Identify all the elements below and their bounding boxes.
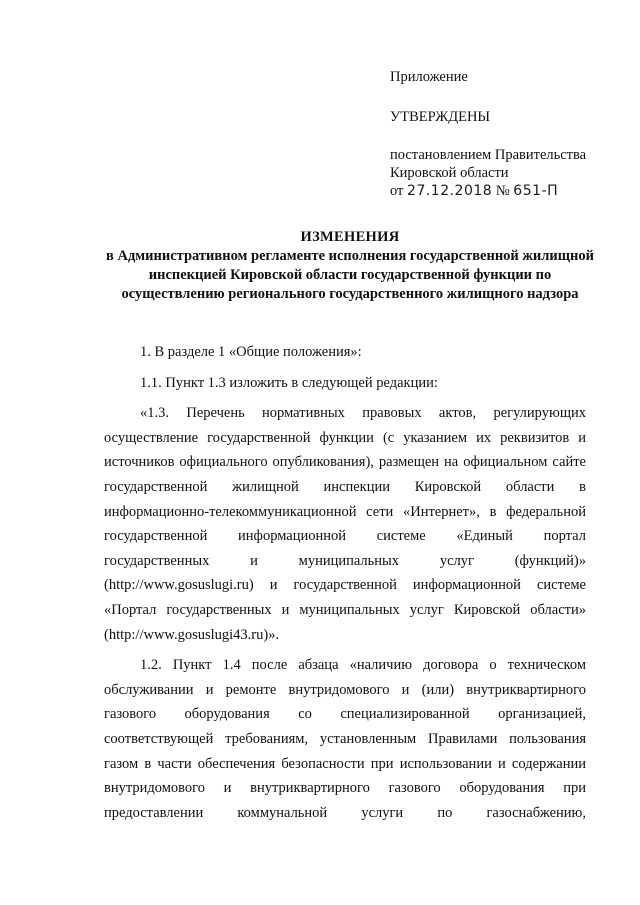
decree-line-1: постановлением Правительства xyxy=(390,147,587,163)
paragraph-4: 1.2. Пункт 1.4 после абзаца «наличию договора о техническом обслуживании и ремонте внутридомового и (или) внутриквартирного газового оборудования со специализированной организацией, соответствующей требованиям, установленным Правилами пользования газом в части обеспечения безопасности при использовании и содержании внутридомового и внутриквартирного газового оборудования при предоставлении коммунальной услуги по газоснабжению, xyxy=(104,657,586,821)
number-sign: № xyxy=(495,183,510,199)
decree-date-line xyxy=(390,182,630,200)
decree-line-2: Кировской области xyxy=(390,165,509,181)
handwritten-number: 651-П xyxy=(513,183,559,199)
approved-label: УТВЕРЖДЕНЫ xyxy=(390,109,491,125)
date-prefix: от xyxy=(390,183,404,199)
paragraph-2: 1.1. Пункт 1.3 изложить в следующей редакции: xyxy=(140,374,438,391)
annex-label: Приложение xyxy=(390,69,468,85)
paragraph-1: 1. В разделе 1 «Общие положения»: xyxy=(140,344,362,360)
handwritten-date: 27.12.2018 xyxy=(407,183,493,199)
title-heading: ИЗМЕНЕНИЯ xyxy=(300,229,400,245)
title-subtitle: в Административном регламенте исполнения государственной жилищной инспекцией Кировской области государственной функции по осуществлению регионального государственного жилищного надзора xyxy=(106,248,594,302)
paragraph-3: «1.3. Перечень нормативных правовых актов, регулирующих осуществление государственной функции (с указанием их реквизитов и источников официального опубликования), размещен на официальном сайте государственной жилищной инспекции Кировской области в информационно-телекоммуникационной сети «Интернет», в федеральной государственной информационной системе «Единый портал государственных и муниципальных услуг (функций)» (http://www.gosuslugi.ru) и государственной информационной системе «Портал государственных и муниципальных услуг Кировской области» (http://www.gosuslugi43.ru)». xyxy=(104,405,586,643)
document-title xyxy=(100,228,600,304)
document-body xyxy=(104,340,586,831)
approval-block xyxy=(390,68,630,200)
